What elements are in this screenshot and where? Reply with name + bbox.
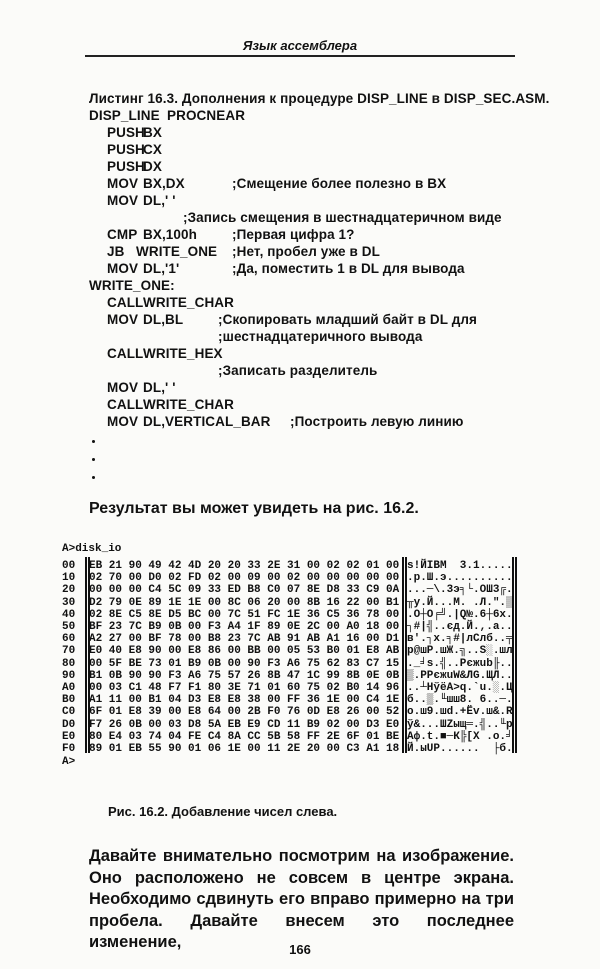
listing-line: MOV	[107, 414, 139, 429]
listing-line: WRITE_ONE	[136, 244, 218, 259]
dump-offset: D0	[62, 718, 76, 731]
listing-line: DISP_LINE	[89, 108, 160, 123]
listing-line: Листинг 16.3. Дополнения к процедуре DISP_LINE в DISP_SEC.ASM.	[89, 91, 550, 106]
listing-line: ;Смещение более полезно в BX	[232, 176, 447, 191]
listing-line: MOV	[107, 312, 139, 327]
dump-command: A>disk_io	[62, 543, 122, 555]
dump-row	[62, 645, 522, 657]
dump-row	[62, 731, 522, 743]
dump-bytes: A2 27 00 BF 78 00 B8 23 7C AB 91 AB A1 16 00 D1	[89, 633, 400, 646]
listing-line: WRITE_HEX	[143, 346, 223, 361]
paragraph-line: Оно расположено не совсем в центре экрана.	[89, 868, 514, 887]
dump-row	[62, 706, 522, 718]
listing-line: DL,'1'	[143, 261, 180, 276]
listing-line: PUSH	[107, 125, 145, 140]
dump-row	[62, 572, 522, 584]
dump-row	[62, 609, 522, 621]
listing-line: ;Запись смещения в шестнадцатеричном виде	[183, 210, 502, 225]
dump-bytes: D2 79 0E 89 1E 1E 00 8C 06 20 00 8B 16 22 00 B1	[89, 596, 400, 609]
dump-bytes: 80 E4 03 74 04 FE C4 8A CC 5B 58 FF 2E 6F 01 BE	[89, 730, 400, 743]
paragraph-line: Давайте внимательно посмотрим на изображение.	[89, 847, 514, 865]
listing-line: WRITE_ONE:	[89, 278, 175, 293]
listing-line: CX	[143, 142, 162, 157]
dump-bytes: 00 5F BE 73 01 B9 0B 00 90 F3 A6 75 62 83 C7 15	[89, 657, 400, 670]
dump-ascii: Й.ыUР...... ├б.	[407, 743, 513, 755]
listing-line: DX	[143, 159, 162, 174]
dump-offset: 90	[62, 669, 76, 682]
dump-ascii: р@шР.шЖ.╗..S░.шл	[407, 645, 513, 658]
listing-line: MOV	[107, 193, 139, 208]
dump-ascii: ┐#|╣..єд.Й.,.а..	[407, 621, 513, 633]
dump-bytes: F7 26 0B 00 03 D8 5A EB E9 CD 11 B9 02 00 D3 E0	[89, 718, 400, 731]
listing-line: ;Да, поместить 1 в DL для вывода	[232, 261, 465, 276]
dump-ascii: ѕ!ЙIBM 3.1.....	[407, 560, 513, 572]
dump-offset: 20	[62, 584, 76, 597]
dump-ascii: б..▒.╙шш8. 6..─.	[407, 694, 513, 707]
listing-line: WRITE_CHAR	[143, 397, 234, 412]
dump-row	[62, 560, 522, 572]
dump-row	[62, 682, 522, 694]
result-sentence: Результат вы может увидеть на рис. 16.2.	[89, 500, 419, 517]
listing-line: JB	[107, 244, 125, 259]
listing-line: MOV	[107, 380, 139, 395]
listing-line: BX,100h	[143, 227, 197, 242]
dump-offset: 00	[62, 560, 76, 572]
ellipsis-dot	[92, 440, 95, 443]
listing-line: BX,DX	[143, 176, 185, 191]
listing-line: DL,' '	[143, 193, 176, 208]
listing-line: ;шестнадцатеричного вывода	[218, 329, 423, 344]
dump-bytes: A1 11 00 B1 04 D3 E8 E8 38 00 FF 36 1E 00 C4 1E	[89, 694, 400, 707]
listing-line: ;Построить левую линию	[290, 414, 464, 429]
dump-bytes: E0 40 E8 90 00 E8 86 00 BB 00 05 53 B0 01 E8 AB	[89, 645, 400, 658]
dump-row	[62, 597, 522, 609]
body-paragraph	[89, 846, 514, 954]
dump-offset: 80	[62, 657, 76, 670]
dump-offset: 70	[62, 645, 76, 658]
dump-row	[62, 694, 522, 706]
dump-offset: 60	[62, 633, 76, 646]
dump-row	[62, 633, 522, 645]
dump-ascii: ў&...ШZыщ═.╣..╙р	[407, 718, 513, 731]
dump-bytes: BF 23 7C B9 0B 00 F3 A4 1F 89 0E 2C 00 A0 18 00	[89, 621, 400, 633]
dump-bytes: 89 01 EB 55 90 01 06 1E 00 11 2E 20 00 C3 A1 18	[89, 743, 400, 755]
dump-offset: 50	[62, 621, 76, 633]
ellipsis-dot	[92, 476, 95, 479]
dump-offset: 40	[62, 608, 76, 621]
dump-row	[62, 584, 522, 596]
dump-offset: A0	[62, 682, 76, 694]
listing-line: CMP	[107, 227, 138, 242]
listing-line: ;Скопировать младший байт в DL для	[218, 312, 478, 327]
dump-offset: 10	[62, 572, 76, 585]
dump-row	[62, 658, 522, 670]
listing-line: DL,' '	[143, 380, 176, 395]
header-rule	[85, 55, 515, 57]
dump-prompt: A>	[62, 756, 76, 768]
dump-ascii: .p.Ш.э..........	[407, 572, 513, 585]
dump-ascii: ╥y.Й...М. .Л.".▒	[407, 596, 513, 609]
dump-row	[62, 719, 522, 731]
dump-ascii: ..┴HўёА>q.`u.░.Ц	[407, 682, 513, 694]
dump-offset: F0	[62, 743, 76, 755]
listing-line: BX	[143, 125, 162, 140]
running-header: Язык ассемблера	[242, 38, 358, 53]
dump-bytes: EB 21 90 49 42 4D 20 20 33 2E 31 00 02 02 01 00	[89, 560, 400, 572]
listing-line: ;Первая цифра 1?	[232, 227, 355, 242]
listing-line: MOV	[107, 176, 139, 191]
listing-line: CALL	[107, 295, 144, 310]
dump-ascii: Аф.t.■─К╠[X .o.╛	[407, 730, 513, 743]
paragraph-line: пробела. Давайте внесем это последнее изменение,	[89, 911, 514, 951]
listing-line: PROCNEAR	[167, 108, 246, 123]
dump-offset: E0	[62, 730, 76, 743]
page-number: 166	[289, 942, 311, 957]
ellipsis-dot	[92, 458, 95, 461]
dump-bytes: 02 8E C5 8E D5 BC 00 7C 51 FC 1E 36 C5 36 78 00	[89, 608, 400, 621]
dump-row	[62, 670, 522, 682]
dump-ascii: ...─\.3э╕└.ОШ3╔.	[407, 584, 513, 597]
listing-line: PUSH	[107, 159, 145, 174]
dump-row	[62, 621, 522, 633]
listing-line: MOV	[107, 261, 139, 276]
listing-line: CALL	[107, 397, 144, 412]
dump-bytes: B1 0B 90 90 F3 A6 75 57 26 8B 47 1C 99 8B 0E 0B	[89, 669, 400, 682]
dump-offset: B0	[62, 694, 76, 707]
listing-line: PUSH	[107, 142, 145, 157]
paragraph-line: Необходимо сдвинуть его вправо примерно на три	[89, 890, 514, 908]
dump-ascii: ▒.РРєжuW&ЛG.ЩЛ..	[407, 669, 513, 682]
dump-bytes: 00 00 00 C4 5C 09 33 ED B8 C0 07 8E D8 33 C9 0A	[89, 584, 400, 597]
listing-line: ;Записать разделитель	[218, 363, 378, 378]
figure-caption: Рис. 16.2. Добавление чисел слева.	[108, 804, 338, 819]
listing-line: CALL	[107, 346, 144, 361]
dump-ascii: o.ш9.шd.+Ёv.ш&.R	[407, 706, 513, 719]
dump-ascii: в'.┐x.╕#|лСлб..╤	[407, 633, 513, 646]
dump-row	[62, 743, 522, 755]
dump-ascii: .О┼О╒╝.|Q№.6┼6x.	[407, 608, 513, 621]
listing-line: ;Нет, пробел уже в DL	[232, 244, 380, 259]
listing-line: DL,VERTICAL_BAR	[143, 414, 271, 429]
dump-ascii: ._╛s.╣..Рєжub╟..	[407, 657, 513, 670]
listing-line: DL,BL	[143, 312, 184, 327]
dump-bytes: 02 70 00 D0 02 FD 02 00 09 00 02 00 00 00 00 00	[89, 572, 400, 585]
dump-bytes: 00 03 C1 48 F7 F1 80 3E 71 01 60 75 02 B0 14 96	[89, 682, 400, 694]
dump-offset: C0	[62, 706, 76, 719]
dump-offset: 30	[62, 596, 76, 609]
dump-bytes: 6F 01 E8 39 00 E8 64 00 2B F0 76 0D E8 26 00 52	[89, 706, 400, 719]
listing-line: WRITE_CHAR	[143, 295, 234, 310]
